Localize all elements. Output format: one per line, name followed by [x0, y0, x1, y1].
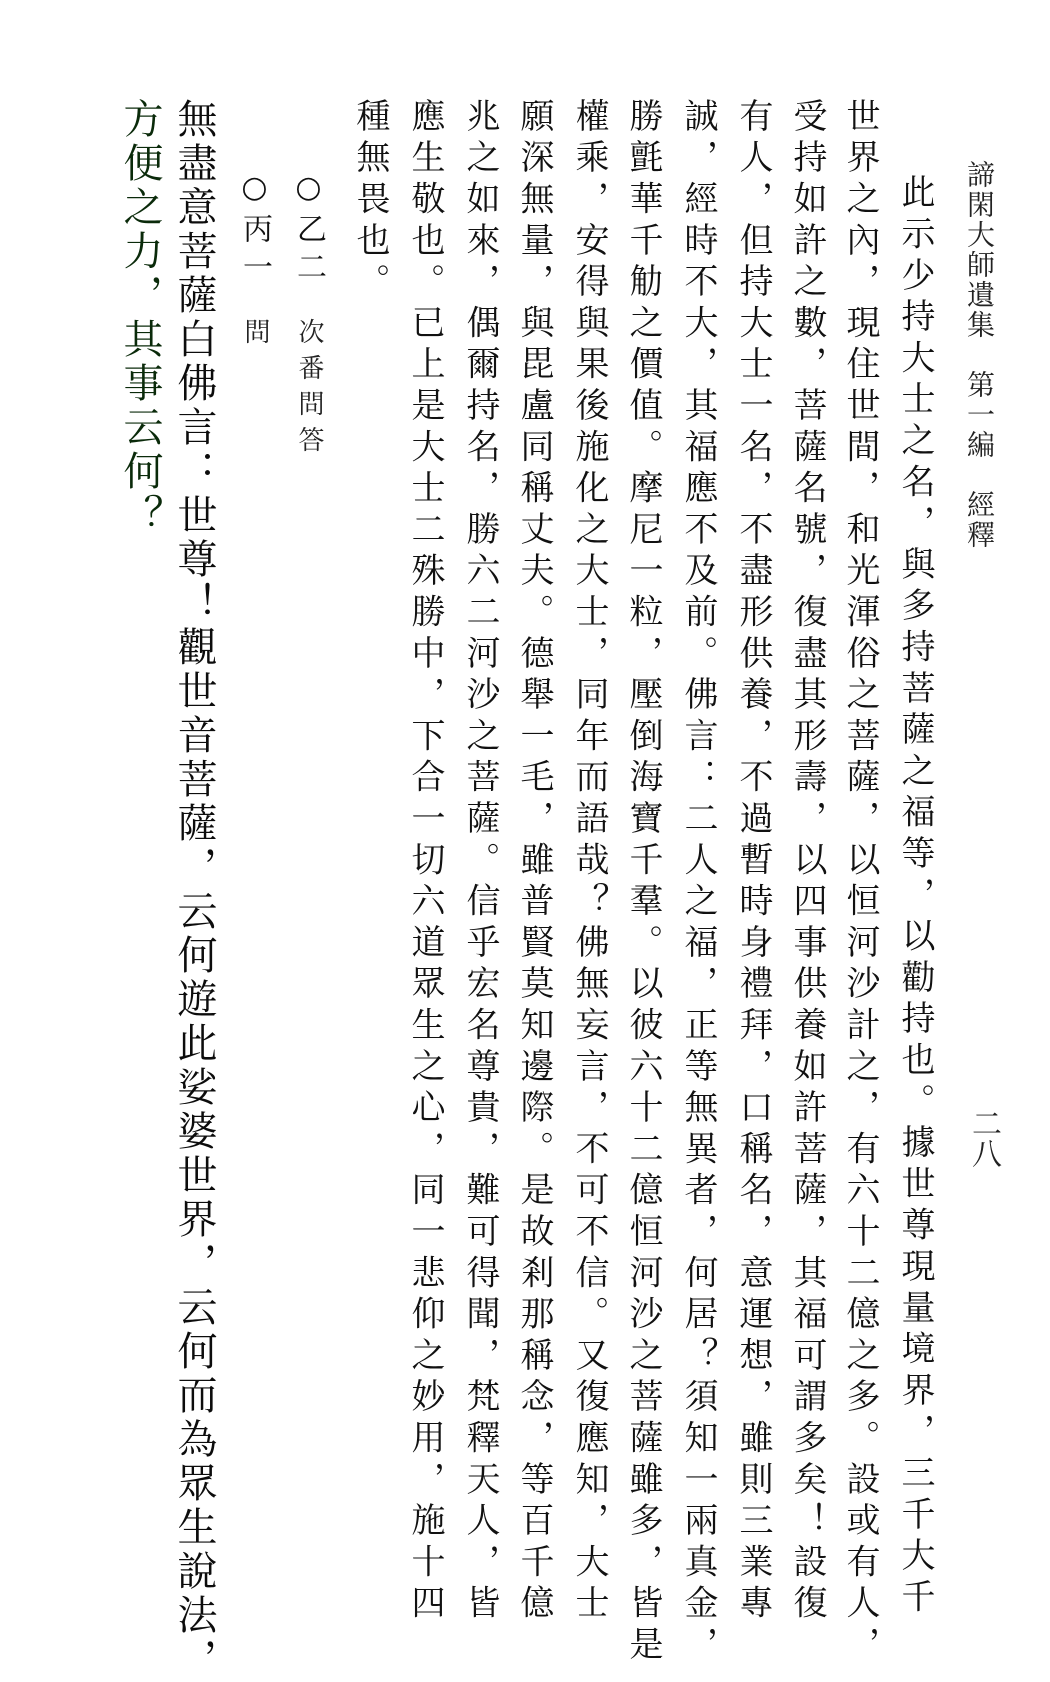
- section-heading-label: 次番問答: [294, 318, 324, 462]
- section-heading-marker: ○乙二: [291, 170, 326, 289]
- commentary-line-4: 有人，但持大士一名，不盡形供養，不過暫時身禮拜，口稱名，意運想，雖則三業專: [733, 98, 773, 1627]
- commentary-line-9: 兆之如來，偶爾持名，勝六二河沙之菩薩。信乎宏名尊貴，難可得聞，梵釋天人，皆: [460, 98, 500, 1627]
- commentary-line-1: 此示少持大士之名，與多持菩薩之福等，以勸持也。據世尊現量境界，三千大千: [895, 133, 935, 1620]
- commentary-line-10: 應生敬也。已上是大士二殊勝中，下合一切六道眾生之心，同一悲仰之妙用，施十四: [405, 98, 445, 1627]
- sutra-line-1: 無盡意菩薩白佛言：世尊！觀世音菩薩，云何遊此娑婆世界，云何而為眾生說法，: [171, 98, 217, 1682]
- commentary-line-7: 權乘，安得與果後施化之大士，同年而語哉？佛無妄言，不可不信。又復應知，大士: [569, 98, 609, 1627]
- commentary-line-3: 受持如許之數，菩薩名號，復盡其形壽，以四事供養如許菩薩，其福可謂多矣！設復: [787, 98, 827, 1627]
- subsection-heading-marker: ○丙一: [237, 170, 272, 289]
- commentary-line-5: 誠，經時不大，其福應不及前。佛言：二人之福，正等無異者，何居？須知一兩真金，: [678, 98, 718, 1668]
- commentary-line-11: 種無畏也。: [350, 98, 390, 305]
- running-header: 諦閑大師遺集 第一編 經釋: [963, 160, 996, 550]
- page-number: 二八: [966, 1108, 1001, 1168]
- commentary-line-8: 願深無量，與毘盧同稱丈夫。德舉一毛，雖普賢莫知邊際。是故剎那稱念，等百千億: [514, 98, 554, 1627]
- commentary-line-2: 世界之內，現住世間，和光渾俗之菩薩，以恒河沙計之，有六十二億之多。設或有人，: [840, 98, 880, 1668]
- sutra-line-2: 方便之力，其事云何？: [117, 98, 163, 538]
- subsection-heading-label: 問: [240, 318, 270, 354]
- commentary-line-6: 勝氈華千觔之價值。摩尼一粒，壓倒海寶千羣。以彼六十二億恒河沙之菩薩雖多，皆是: [623, 98, 663, 1668]
